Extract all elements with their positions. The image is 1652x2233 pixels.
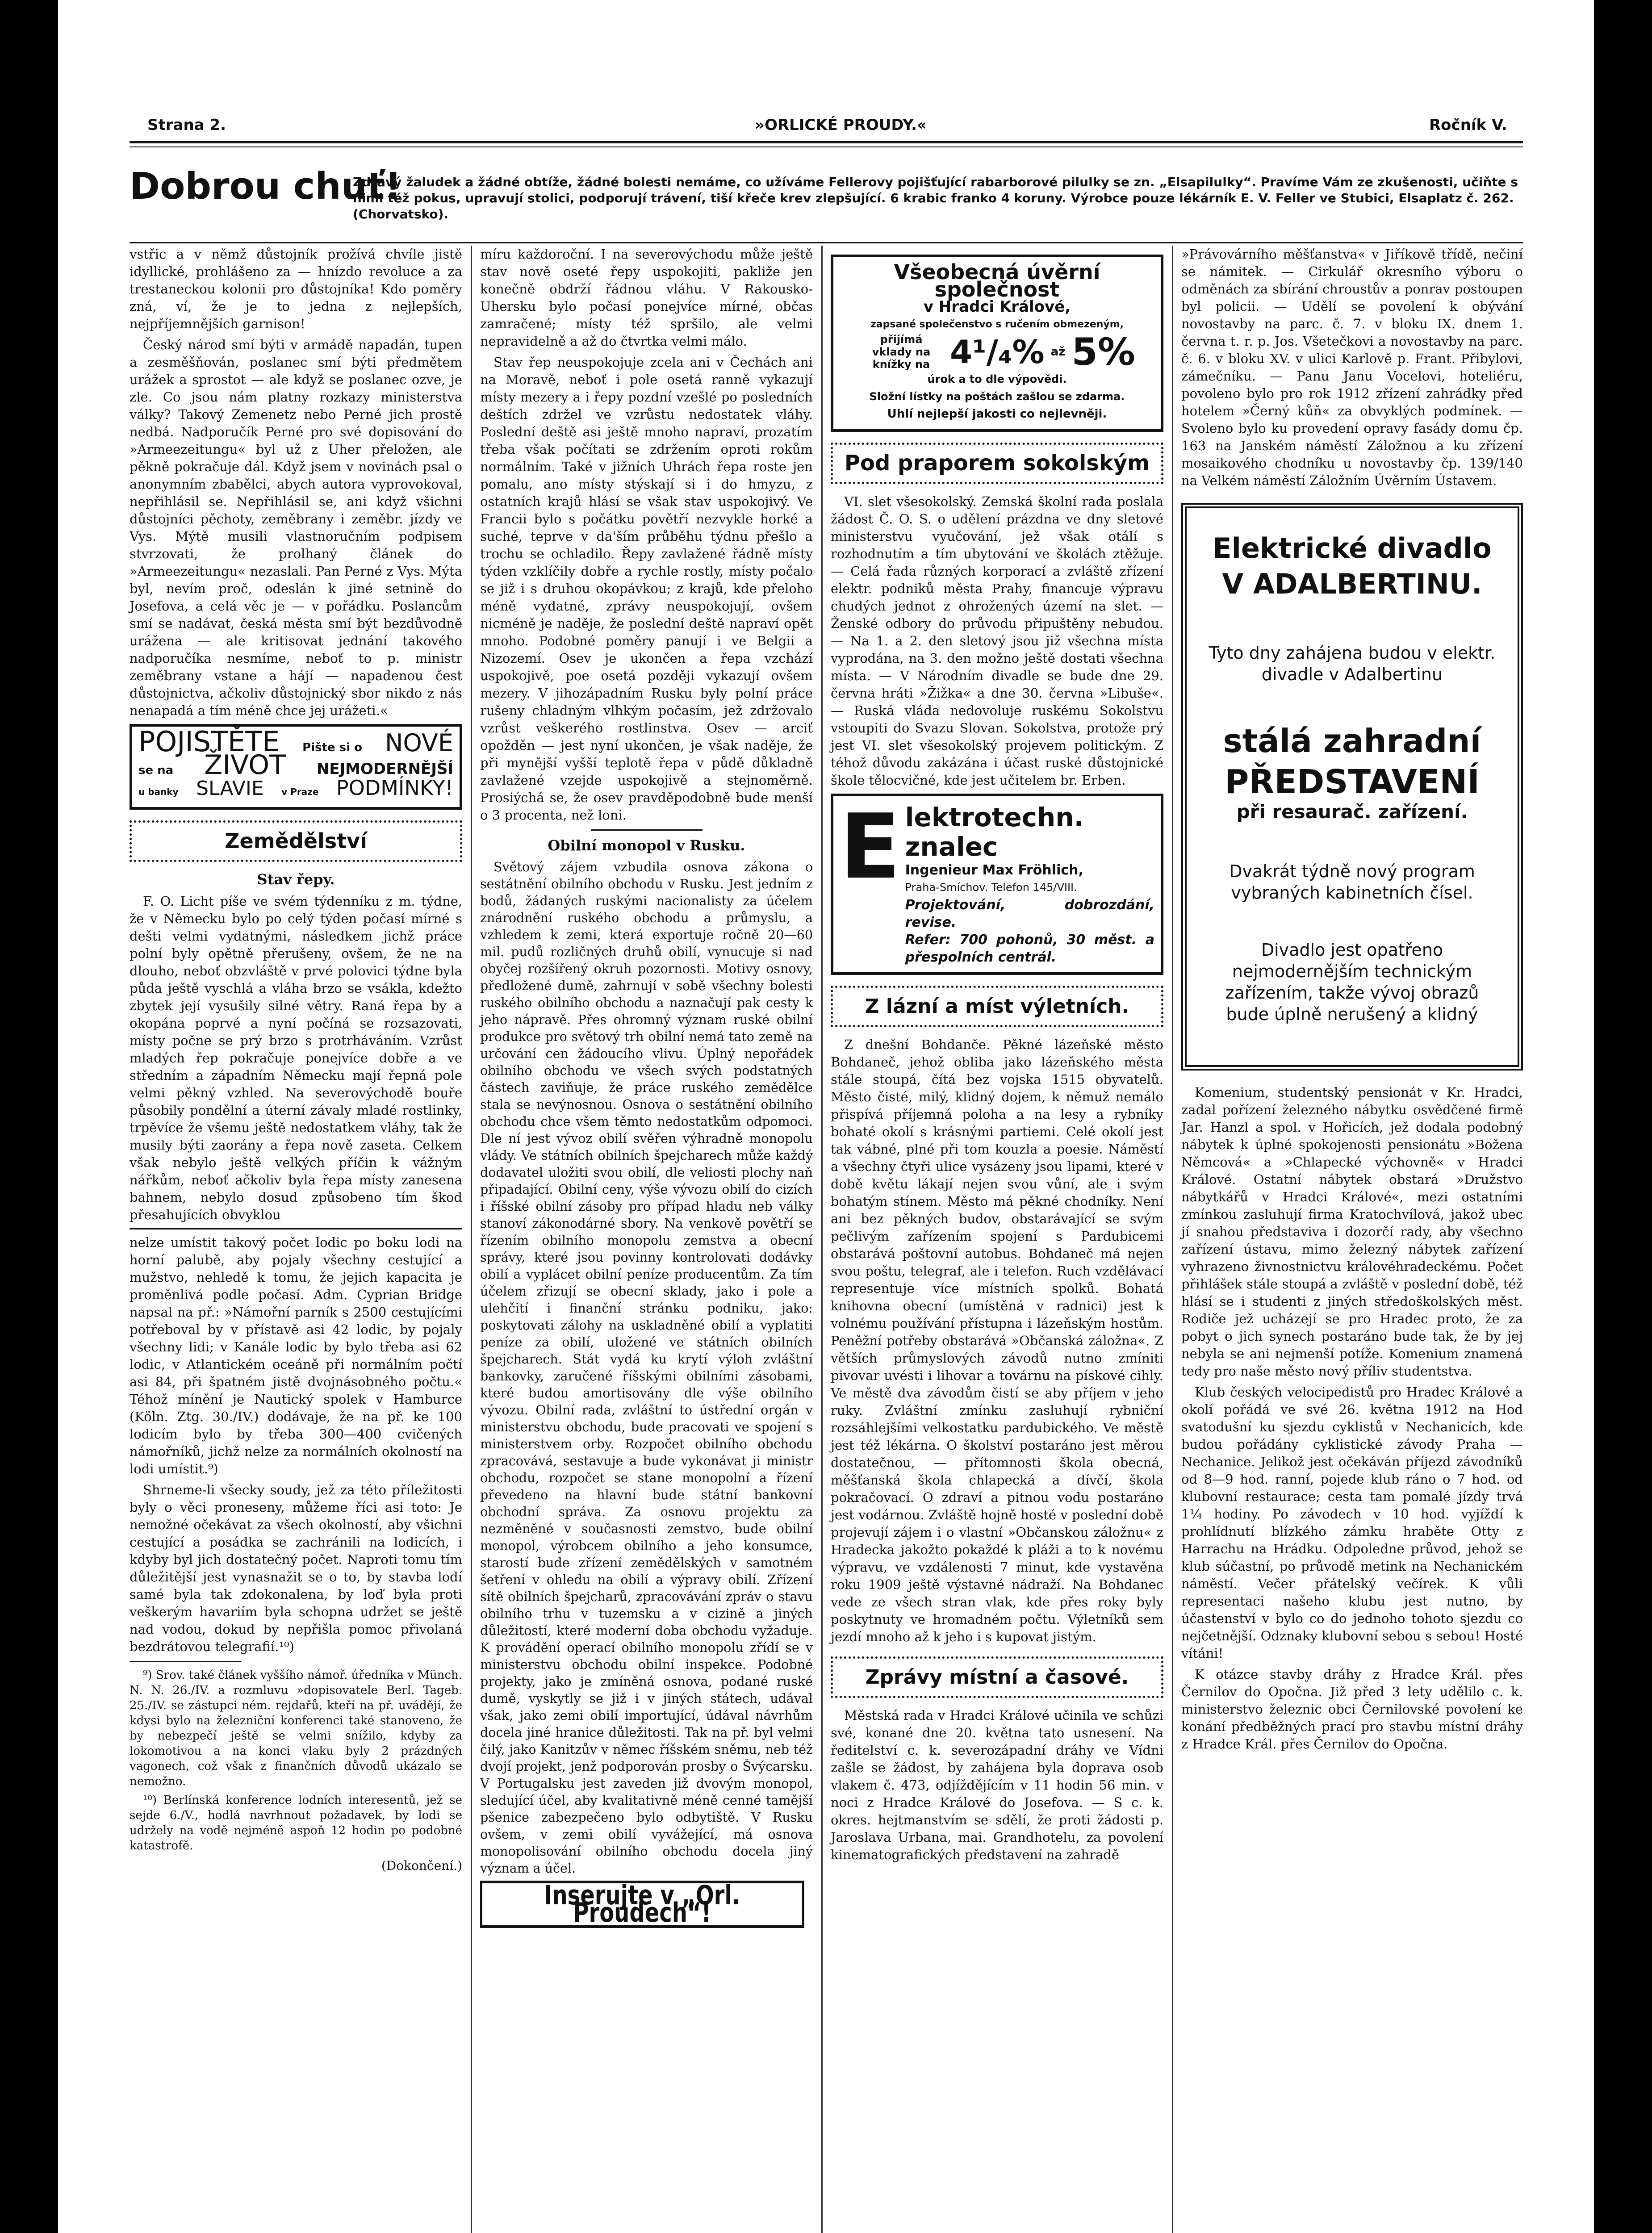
services: Projektování, dobrozdání, revise. (905, 897, 1154, 930)
page-header (130, 116, 1523, 138)
rate-sep: až (1050, 345, 1066, 359)
article-body: Komenium, studentský pensionát v Kr. Hradci, zadal pořízení železného nábytku osvědčené firmě Jar. Hanzl a spol. v Hořicích, jež dodala podobný nábytek k úplné spokojenosti pensionátu »Božena Němcová« a »Chlapecké výchovně« v Hradci Králové. Ostatní nábytek obstará »Družstvo nábytkářů v Hradci Králové«, mezi ostatními zmínkou zasluhují firma Kratochvílová, jakož ubec jí snahou představiva i dozorčí rady, aby všechno zařízení ústavu, mimo železný nábytek zařízení vyhrazeno živnostnictvu královéhradeckému. Počet přihlášek stále stoupá a zvláště v poslední době, též hlásí se i studenti z jiných středoškolských měst. Rodiče jež ucházejí se pro Hradec proto, že za pobyt o jich synech postaráno bude tak, že by jej nebyla se ani nejmenší potíže. Komenium znamená tedy pro naše město nový příliv studentstva. (1181, 1085, 1523, 1379)
cinema-program: Dvakrát týdně nový program vybraných kabinetních čísel. (1229, 861, 1475, 903)
newspaper-page (130, 112, 1523, 2233)
ad-word: SLAVIE (196, 777, 264, 800)
ad-word: NOVÉ (385, 729, 453, 757)
paragraph: vstřic a v němž důstojník prožívá chvíle jistě idyllické, prohlášeno za — hnízdo revoluce a za trestaneckou kolonii pro důstojníka! Kdo poměry zná, ví, že je to jedna z nejlepších, nejpříjemnějších garnison! (130, 247, 462, 331)
bank-ad (831, 255, 1163, 432)
footnote-rule (130, 1661, 241, 1662)
column-divider (471, 246, 472, 2233)
page-number: Strana 2. (147, 116, 226, 134)
section-banner (831, 986, 1163, 1027)
section-banner (831, 1656, 1163, 1698)
cinema-venue: V ADALBERTINU. (1222, 568, 1482, 600)
footnote: ⁹) Srov. také článek vyššího námoř. úředníka v Münch. N. N. 26./IV. a rozmluvu »dopisovatele Berl. Tageb. 25./IV. se zástupci ném. rejdařů, kteří na př. uvádějí, že kdysi bylo na železniční konferenci také stanoveno, že by nebezpečí ještě se velmi snížilo, kdyby za lokomotivou a na konci vlaku byly 2 prázdných vagonech, což však z finančních důvodů ukázalo se nemožno. (130, 1668, 462, 1788)
ad-headline: Dobrou chuť! (130, 165, 401, 208)
bank-offer: přijímá vklady na knížky na (872, 333, 931, 371)
column-divider (1172, 246, 1173, 2233)
slavia-insurance-ad (130, 724, 462, 810)
ad-word: v Praze (281, 786, 319, 797)
address: Praha-Smíchov. Telefon 145/VIII. (905, 881, 1077, 894)
bank-coal: Uhlí nejlepší jakosti co nejlevněji. (887, 407, 1107, 421)
paragraph: míru každoroční. I na severovýchodu může ještě stav nově oseté řepy uspokojiti, pakliže jen konečně obdrží řádnou vláhu. V Rakousko-Uhersku bylo počasí ponejvíce mírné, občas zamračené; místy též spršilo, ale velmi nepravidelně a až do čtvrtka velmi málo. (480, 247, 813, 349)
section-banner (831, 443, 1163, 484)
column-4 (1181, 246, 1523, 1756)
section-title: Pod praporem sokolským (844, 451, 1150, 476)
ad-word: ŽIVOT (204, 749, 286, 781)
ad-initial: E (840, 795, 901, 899)
header-rule (130, 141, 1523, 143)
cinema-ad (1181, 503, 1523, 1071)
ad-word: PODMÍNKY! (336, 776, 453, 800)
cinema-setting: při resaurač. zařízení. (1236, 801, 1468, 823)
ad-word: NEJMODERNĚJŠÍ (316, 760, 453, 778)
section-banner (130, 820, 462, 862)
continuation: nelze umístit takový počet lodic po boku lodi na horní palubě, aby pojaly všechny cestující a mužstvo, nehledě k tomu, že jejich kapacita je proměnlivá podle počasí. Adm. Cyprian Bridge napsal na př.: »Námořní parník s 2500 cestujícími potřeboval by v přístavě asi 42 lodic, by pojaly všechny lidi; v Kanále lodic by bylo třeba asi 62 lodic, v Atlantickém oceáně při normálním počtí asi 84, při špatném jistě dvojnásobného počtu.« Téhož mínění je Nautický spolek v Hamburce (Köln. Ztg. 30./IV.) dodávaje, že na př. ke 100 lodicím bylo by třeba 300—400 cvičených námořníků, jichž nelze za normálních okolností na lodi umístit.⁹) (130, 1235, 462, 1476)
bank-note: Složní lístky na poštách zašlou se zdarma. (869, 390, 1125, 403)
cinema-headline: PŘEDSTAVENÍ (1225, 763, 1480, 801)
section-title: Zemědělství (225, 829, 367, 853)
section-title: Z lázní a míst výletních. (865, 995, 1129, 1018)
article-body: Z dnešní Bohdanče. Pěkné lázeňské město Bohdaneč, jehož obliba jako lázeňského města stále stoupá, čítá bez vojska 1515 obyvatelů. Město čisté, milý, klidný dojem, k němuž nemálo přispívá příjemná poloha a na lesy a rybníky bohaté okolí s krásnými partiemi. Celé okolí jest tak vábné, plné při tom kouzla a poesie. Náměstí a všechny čtyři ulice vysázeny jsou lipami, které v době květu lákají nejen svou vůní, ale i svým bohatým stínem. Město má pěkné chodníky. Není ani bez pěkných budov, obstarávající se svým pečlivým zařízením spojení s Pardubicemi obstarává poštovní autobus. Bohdaneč má nejen svou poštu, telegraf, ale i telefon. Ruch vzdělávací representuje více místních spolků. Bohatá knihovna obecní (umístěná v radnici) jest k volnému používání přístupna i lázeňským hostům. Peněžní potřeby obstarává »Občanská záložna«. Z větších průmyslových závodů nutno zmíniti pivovar uvésti i lihovar a továrnu na pískové cihly. Ve městě dva závodům čistí se aby příjem v jeho ruky. Zvláštní zmínku zasluhují rybniční rozsáhlejšími velkostatku pardubického. Ve městě jest též lékárna. O školství postaráno jest měrou dostatečnou, — přítomnosti škola obecná, měšťanská škola chlapecká a dívčí, škola pokračovací. O zdraví a pitnou vodu postaráno jest vodárnou. Zvláště hojně hosté v poslední době projevují zájem i o vlastní »Občanskou záložnu« z Hradecka jakožto pokaždé k pláži a to k novému výpravu, ve vzdálenosti 7 minut, kde vystavěna roku 1909 ještě výstavné nádraží. Na Bohdanec vede ze všech stran vlak, kde přes roky byly poskytnuty ve hromadném počtu. Výletníků sem jezdí mnoho až k jeho i s kupovat jistým. (831, 1037, 1163, 1644)
to-be-continued: (Dokončení.) (381, 1858, 462, 1873)
divider (591, 829, 703, 831)
electrician-ad (831, 794, 1163, 975)
scan-border-right (1594, 0, 1652, 2233)
engineer-name: Ingenieur Max Fröhlich, (905, 862, 1083, 878)
ad-text: Zdravý žaludek a žádné obtíže, žádné bolesti nemáme, co užíváme Fellerovy pojišťující rabarborové pilulky se zn. „Elsapilulky“. Pravíme Vám ze zkušenosti, učiňte s nimi též pokus, upravují stolici, podporují trávení, tiší křeče krev zlepšující. 6 krabic franko 4 koruny. Výrobce pouze lékárník E. V. Feller ve Stubici, Elsaplatz č. 262. (Chorvatsko). (353, 175, 1518, 222)
bank-sub: zapsané společenstvo s ručením obmezeným, (870, 319, 1124, 330)
cinema-headline: stálá zahradní (1223, 722, 1481, 760)
ad-title: lektrotechn. znalec (905, 802, 1084, 862)
cinema-tech: Divadlo jest opatřeno nejmodernějším technickým zařízením, takže vývoj obrazů bude úplně nerušený a klidný (1225, 940, 1479, 1024)
section-title: Zprávy místní a časové. (865, 1666, 1129, 1689)
ad-word: Pište si o (302, 741, 363, 754)
article-body: F. O. Licht píše ve svém týdenníku z m. týdne, že v Německu bylo po celý týden počasí mírné s dešti velmi vydatnými, následkem jichž práce polní byly opětně přerušeny, ovšem, že ne na dlouho, neboť obzvláště v prvé polovici týdne byla půda ještě vyschlá a vláha brzo se vsákla, kdežto zbytek její vysušily silné větry. Raná řepa by a okopána poprvé a nyní počíná se rozsazovati, místy počne se prý brzo s protrháváním. Vzrůst mladých řep pokračuje ponejvíce dobře a ve středním a západním Německu mají řepná pole velmi pěkný vzhled. Na severovýchodě bouře působily pondělní a úterní závaly mladé rostlinky, trpěvíce že všemu ještě nedostatkem vláhy, tak že musily býti zaorány a řepa nově zaseta. Celkem však nebylo ještě velkých příčin k vážným nářkům, neboť ačkoliv byla řepa místy zanesena bahnem, nebylo dosud způsobeno tím škod přesahujících obvyklou (130, 894, 462, 1222)
article-body: Světový zájem vzbudila osnova zákona o sestátnění obilního obchodu v Rusku. Jest jedním z bodů, žádaných ruskými nacionalisty za účelem znárodnění ruského obchodu a průmyslu, a vzhledem k zemi, která exportuje ročně 20—60 mil. pudů rozličných druhů obilí, vynucuje si nad obyčej rozšířený okruh pozornosti. Motivy osnovy, předložené dumě, zahrnují v sobě všechny bolesti ruského obilního obchodu a naznačují pak cesty k jeho nápravě. Přes ohromný význam ruské obilní produkce pro světový trh obilní nemá tato země na určování cen žádoucího vlivu. Úplný nepořádek obilního obchodu ve všech svých podstatných částech zaviňuje, že práce ruského zemědělce stala se nevýnosnou. Osnova o sestátnění obilního obchodu chce všem těmto nedostatkům odpomoci. Dle ní jest vývoz obilí svěřen výhradně monopolu vlády. Ve státních obilních špejcharech může každý dodavatel uložiti svou obilí, dle veliosti plochy naň připadající. Obilní ceny, výše vývozu obilí do cizích i říšské obilní zásoby pro případ hladu neb války stanoví zákonodárné sbory. Na venkově povětří se řízením obilního monopolu zemstva a obecní správy, které jsou povinny kontrolovati dodávky obilí a vyplácet obilní peníze producentům. Za tím účelem zřizují se obecní sklady, jako i pole a ulehčití i finanční stránku podniku, jako: poskytovati zálohy na uskladněné obilí a vyplatiti peníze za obilí, uložené ve státních obilních špejcharech. Stát vydá ku krytí výloh zvláštní bankovky, zaručené říšskými obilními zásobami, které budou amortisovány dle výše obilního vývozu. Obilní rada, zvláštní to ústřední orgán v ministerstvu obchodu, bude pracovati ve spojení s ministerstvem orby. Rozpočet obilního obchodu zpracovává, sestavuje a bude vykonávat ji ministr obchodu, rozpočet se stane monopolní a řízení převedeno na hlavní bude státní bankovní obchodní správa. Za osnovu projektu za nezměněné v současnosti zemstvo, bude obilní monopol, výrobcem obilního a jeho konsumce, starostí bude zřízení zemědělských v samotném šetření v ohledu na obilí a výpravy obilí. Zřízení sítě obilních špejcharů, zpracovávání zpráv o stavu obilního trhu v tuzemsku a v cizině a jiných důležitostí, které moderní doba obchodu vyžaduje. K provádění operací obilního monopolu zřídí se v ministerstvu obchodu obilní inspekce. Podobné projekty, jako je zmíněná osnova, podané ruské dumě, vyskytly se již i v jiných státech, udával však, jako zemi obilí importující, údával návrhům docela jiné hranice důležitosti. Tak na př. byl velmi čilý, jako Kanitzův v němec říšském sněmu, neb též dvojí projekt, jenž podporován prosby o Švýcarsku. V Portugalsku jest zaveden již dvovým monopol, sledující účel, aby kvalitativně méně cenné tamější pšenice zabezpečeno bylo odbytiště. V Rusku ovšem, v zemi obilí vyvážející, má osnova monopolisování obilního obchodu docela jiný význam a účel. (480, 860, 813, 1876)
ad-word: u banky (138, 786, 179, 797)
article-body: Klub českých velocipedistů pro Hradec Králové a okolí pořádá ve své 26. května 1912 na Hod svatodušní ku sjezdu cyklistů v Nechanicích, kde budou pořádány cyklistické závody Praha — Nechanice. Jelikož jest očekáván příjezd závodníků od 8—9 hod. ranní, pojede klub ráno o 7 hod. od klubovní restaurace; cesta tam pomalé jízdy trvá 1¼ hodiny. Po závodech v 10 hod. vyjíždí k prohlídnutí blízkého zámku hraběte Otty z Harrachu na Hrádku. Odpoledne průvod, jehož se klub súčastní, po průvodě metink na Nechanickém náměstí. Večer přátelský večírek. K vůli representaci našeho klubu jest nutno, by účastenství v bylo co do jednoho tohoto sjezdu co nejčetnější. Odznaky klubovní sebou s sebou! Hosté vítáni! (1181, 1384, 1523, 1661)
ad-word: se na (138, 764, 174, 777)
column-3 (831, 246, 1163, 1867)
paragraph: Stav řep neuspokojuje zcela ani v Čechách ani na Moravě, neboť i pole osetá ranně vykazují místy mezery a i řepy pozdní vzešlé po posledních deštích zdržel ve vzrůstu nedostatek vláhy. Poslední deště asi ještě mnoho napraví, prozatím třeba však počítati se zdržením oproti rokům normálním. Také v jižních Uhrách řepa roste jen pomalu, ano místy stýskají si i do hmyzu, z ostatních krajů hlásí se však stav uspokojivý. Ve Francii bylo s počátku povětří nezvykle horké a suché, teprve v da'ším průběhu týdnu přešlo a trochu se ochladilo. Řepy zavlažené řádně místy týden vzklíčily dobře a rychle rostly, místy počalo se již i s druhou okopávkou; z krajů, kde přeloho méně vydatné, zprávy neuspokojují, ovšem nicméně je naděje, že poslední deště napraví opět mnoho. Podobné poměry panují i ve Belgii a Nizozemí. Osev je ukončen a řepa vzchází uspokojivě, poe osetá později vykazují ovšem mezery. V jihozápadním Rusku byly polní práce rušeny chladným vlhkým počasím, jež zdržovalo vzrůst veškerého rostlinstva. Osev — arciť opožděn — jest nyní ukončen, je však naděje, že při mynější vyšší teplotě řepa v půdě důkladně zavlažené vzejde uspokojivě a stejnoměrně. Prosiýchá se, že osev pravděpodobně bude menší o 3 procenta, než loni. (480, 355, 813, 823)
ad-rule (130, 242, 1523, 243)
bank-name: Všeobecná úvěrní společnost (894, 260, 1100, 301)
article-body: VI. slet všesokolský. Zemská školní rada poslala žádost Č. O. S. o udělení prázdna ve dny sletové ministerstvu vyučování, jež však otálí s rozhodnutím a tím ubytování ve školách ztěžuje. — Celá řada různých korporací a zvláště zřízení elektr. podniků města Prahy, financuje výpravu chudých jednot z ohrožených území na slet. — Ženské odbory do průvodu připuštěny nebudou. — Na 1. a 2. den sletový jsou již všechna místa vyprodána, na 3. den možno ještě dostati všechna místa. — V Národním divadle se bude dne 29. června hráti »Žižka« a dne 30. června »Libuše«. — Ruská vláda nedovoluje ruskému Sokolstvu vstoupiti do Svazu Slovan. Sokolstva, protože prý jest VI. slet všesokolský projevem politickým. Z téhož důvodu zakázána i účast ruské důstojnické škole tělocvičné, kde jest učitelem br. Erben. (831, 494, 1163, 788)
bank-terms: úrok a to dle výpovědi. (927, 373, 1067, 385)
continuation: Shrneme-li všecky soudy, jež za této příležitosti byly o věci proneseny, můžeme říci asi toto: Je nemožné očekávat za všech okolností, aby všichni cestující a posádka se zachránili na lodicích, i kdyby byl jich dostatečný počet. Naproti tomu tím důležitější jest vynasnažit se o to, by stavba lodí samé byla tak zdokonalena, by loď byla proti veškerým havariím byla schopna udržet se ještě nad vodou, dokud by nepřišla pomoc přivolaná bezdrátovou telegrafií.¹⁰) (130, 1482, 462, 1654)
paragraph: »Právovárního měšťanstva« v Jiříkově třídě, nečiní se námitek. — Cirkulář okresního výboru o odměnách za sbírání chroustův a ponrav postoupen byl policii. — Udělí se povolení k obývání novostavby na parc. č. 7. v bloku IX. dnem 1. června t. r. p. Jos. Všetečkovi a novostavby na parc. č. 6. v bloku XV. v ulici Karlově p. Frant. Přibylovi, zámečníku. — Panu Janu Vocelovi, hoteliéru, povoleno bylo pro rok 1912 zřízení zahrádky před hotelem »Černý kůň« za obvyklých podmínek. — Svoleno bylo ku provedení opravy fasády domu čp. 163 na Janském náměstí Záložnou a ku zřízení mosaikového chodníku u novostavby čp. 139/140 na Velkém náměstí Záložním Úvěrním Ústavem. (1181, 247, 1523, 488)
elsapilulky-ad (130, 165, 1523, 241)
article-title: Obilní monopol v Rusku. (548, 837, 745, 854)
column-2 (480, 246, 813, 1928)
cinema-title: Elektrické divadlo (1213, 532, 1492, 565)
paragraph: Český národ smí býti v armádě napadán, tupen a zesměšňován, poslanec smí býti předmětem urážek a sprostot — ale když se poslanec ozve, je zle. Co jsou nám platny rozkazy ministerstva války? Takový Zemenetz nebo Perné jich prostě nedbá. Nadporučík Perné pro své dopisování do »Armeezeitungu« byl už z Uher přeložen, ale pěkně pokračuje dál. Když jsem v novinách psal o anonymním zbabělci, abych autora vyprovokoval, nepřihlásil se. Nepřihlásil se, ani když všichni důstojníci pěchoty, zeměbrany i zeměbr. jízdy ve Vys. Mýtě musili vlastnoručním podpisem stvrzovati, že prolhaný článek do »Armeezeitungu« nezaslali. Pan Perné z Vys. Mýta byl, nevím proč, odeslán k jiné setnině do Josefova, a celá věc je — v pořádku. Poslancům smí se nadávat, česká města smí být bezdůvodně urážena — ale kritisovat jednání takového nadporučíka nesmíme, neboť to p. ministr zeměbrany vstane a hájí — napadenou čest důstojnictva, ačkoliv důstojnický sbor nikdo z nás nenapadá a tím méně chce jej urážeti.« (130, 337, 462, 718)
header-rule-thin (130, 146, 1523, 147)
bank-place: v Hradci Králové, (923, 298, 1071, 316)
cinema-notice: Tyto dny zahájena budou v elektr. divadle v Adalbertinu (1209, 643, 1496, 684)
volume-number: Ročník V. (1429, 116, 1507, 134)
newspaper-name: »ORLICKÉ PROUDY.« (755, 116, 927, 134)
article-body: Městská rada v Hradci Králové učinila ve schůzi své, konané dne 20. května tato usnesení. Na ředitelství c. k. severozápadní dráhy ve Vídni zašle se žádost, by zahájena byla doprava osob vlakem č. 473, odjíždějícím v 11 hodin 56 min. v noci z Hradce Králové do Josefova. — S c. k. okres. hejtmanstvím se sdělí, že proti žádosti p. Jaroslava Urbana, mai. Grandhotelu, za povolení kinematografických představení na zahradě (831, 1708, 1163, 1862)
rate-low: 4¹/₄% (950, 333, 1045, 371)
column-1 (130, 246, 462, 1874)
article-title: Stav řepy. (257, 871, 335, 888)
rate-high: 5% (1071, 330, 1135, 374)
article-body: K otázce stavby dráhy z Hradce Král. přes Černilov do Opočna. Již před 3 lety udělilo c. k. ministerstvo železnic obci Černilovské povolení ke konání předběžných prací pro stavbu místní dráhy z Hradce Král. přes Černilov do Opočna. (1181, 1667, 1523, 1752)
footnote: ¹⁰) Berlínská konference lodních interesentů, jež se sejde 6./V., hodlá navrhnout požadavek, by lodi se udržely na vodě nejméně aspoň 12 hodin po podobné katastrofě. (130, 1794, 462, 1852)
references: Refer: 700 pohonů, 30 měst. a přespolních centrál. (905, 932, 1154, 965)
scan-border-left (0, 0, 58, 2233)
ad-word: POJISTĚTE (138, 725, 280, 758)
column-divider (821, 246, 823, 2233)
divider (130, 1228, 462, 1229)
insert-ad: Inserujte v „Orl. Proudech“! (480, 1881, 804, 1928)
